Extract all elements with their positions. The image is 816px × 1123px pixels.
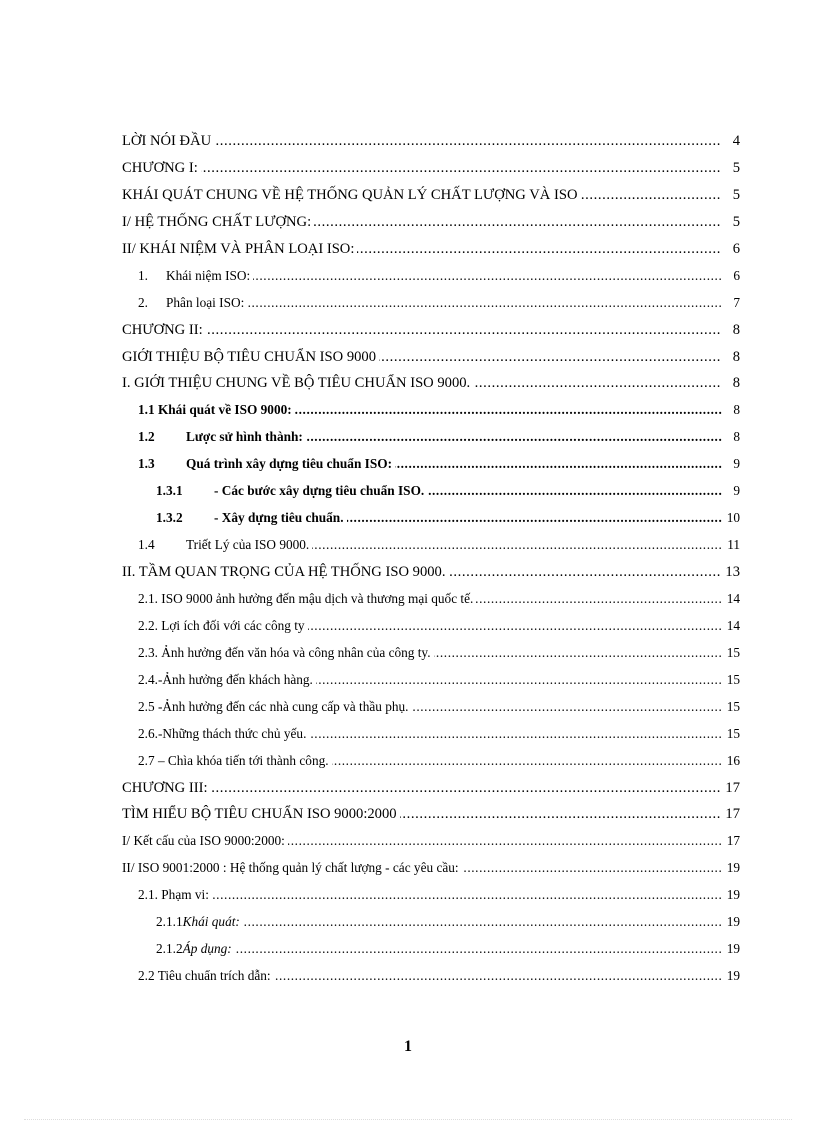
toc-entry[interactable] [122, 532, 740, 559]
toc-entry-label: Phân loại ISO: [166, 294, 245, 310]
toc-entry-page: 9 [731, 451, 740, 478]
toc-entry-page: 19 [725, 909, 740, 936]
toc-entry-label: 2.5 -Ảnh hưởng đến các nhà cung cấp và thầu phụ. [138, 698, 409, 714]
toc-entry-title [122, 214, 314, 230]
toc-entry[interactable] [122, 263, 740, 290]
toc-entry-label: Áp dụng: [182, 941, 232, 957]
toc-entry[interactable] [122, 963, 740, 990]
toc-entry-title [122, 322, 206, 338]
toc-entry-page: 5 [731, 209, 740, 236]
toc-entry-label: II/ KHÁI NIỆM VÀ PHÂN LOẠI ISO: [122, 240, 355, 257]
toc-entry-page: 6 [731, 236, 740, 263]
toc-entry-page: 6 [731, 263, 740, 290]
toc-entry[interactable] [122, 855, 740, 882]
toc-entry-label: Khái quát: [182, 914, 240, 930]
toc-entry-label: GIỚI THIỆU BỘ TIÊU CHUẨN ISO 9000 [122, 348, 377, 365]
toc-entry[interactable] [122, 182, 740, 209]
toc-entry-label: 2.1. Phạm vi: [138, 887, 209, 903]
toc-entry[interactable] [122, 478, 740, 505]
toc-entry-title [122, 591, 476, 606]
toc-entry-label: Quá trình xây dựng tiêu chuẩn ISO: [186, 456, 393, 472]
toc-entry-page: 9 [731, 478, 740, 505]
toc-entry-title [122, 456, 395, 471]
toc-entry-page: 8 [731, 397, 740, 424]
toc-entry[interactable] [122, 370, 740, 397]
toc-entry-title [122, 887, 212, 902]
toc-entry[interactable] [122, 424, 740, 451]
toc-entry-title [122, 645, 434, 660]
toc-entry-number: 1. [138, 267, 148, 283]
toc-entry-title [122, 375, 473, 391]
toc-entry[interactable] [122, 505, 740, 532]
toc-entry-number: 1.3.2 [156, 510, 183, 526]
toc-entry-page: 19 [725, 963, 740, 990]
toc-entry[interactable] [122, 559, 740, 586]
toc-entry-page: 19 [725, 936, 740, 963]
toc-entry-page: 8 [731, 344, 740, 371]
toc-entry[interactable] [122, 936, 740, 963]
toc-entry-title [122, 241, 357, 257]
toc-entry-label: KHÁI QUÁT CHUNG VỀ HỆ THỐNG QUẢN LÝ CHẤT LƯỢNG VÀ ISO [122, 186, 578, 203]
toc-entry-label: 2.4.-Ảnh hưởng đến khách hàng. [138, 671, 313, 687]
toc-entry-label: - Các bước xây dựng tiêu chuẩn ISO. [214, 483, 425, 499]
toc-entry-page: 16 [725, 748, 740, 775]
toc-entry[interactable] [122, 451, 740, 478]
toc-entry[interactable] [122, 128, 740, 155]
toc-entry-number: 1.2 [138, 429, 155, 445]
toc-entry-title [122, 402, 295, 417]
toc-entry[interactable] [122, 397, 740, 424]
toc-entry-page: 15 [725, 721, 740, 748]
toc-entry-title [122, 806, 400, 822]
toc-entry-page: 8 [731, 317, 740, 344]
toc-entry-page: 5 [731, 182, 740, 209]
toc-entry-title [122, 753, 332, 768]
toc-entry-page: 15 [725, 640, 740, 667]
toc-entry-label: CHƯƠNG III: [122, 779, 208, 796]
toc-entry-label: 2.7 – Chìa khóa tiến tới thành công. [138, 752, 329, 768]
toc-entry[interactable] [122, 775, 740, 802]
page-number: 1 [404, 1038, 412, 1055]
toc-entry-label: 2.3. Ảnh hưởng đến văn hóa và công nhân của công ty. [138, 644, 431, 660]
toc-entry[interactable] [122, 586, 740, 613]
toc-entry[interactable] [122, 317, 740, 344]
toc-entry-page: 5 [731, 155, 740, 182]
toc-entry-page: 15 [725, 694, 740, 721]
toc-entry-title [122, 968, 274, 983]
toc-entry-title [122, 537, 312, 552]
toc-entry[interactable] [122, 290, 740, 317]
toc-entry-page: 17 [723, 801, 740, 828]
toc-entry-title [122, 187, 580, 203]
toc-entry-page: 8 [731, 424, 740, 451]
toc-entry-title [122, 914, 243, 929]
toc-entry-label: 1.1 Khái quát về ISO 9000: [138, 402, 292, 418]
toc-entry-title [122, 295, 247, 310]
table-of-contents [122, 128, 740, 990]
toc-entry-label: 2.2 Tiêu chuẩn trích dẫn: [138, 968, 271, 984]
toc-entry-number: 1.3.1 [156, 483, 183, 499]
toc-entry-title [122, 672, 316, 687]
toc-entry-page: 11 [725, 532, 740, 559]
toc-entry-label: I. GIỚI THIỆU CHUNG VỀ BỘ TIÊU CHUẨN ISO 9000. [122, 375, 471, 392]
toc-entry-page: 15 [725, 667, 740, 694]
toc-entry-page: 4 [731, 128, 740, 155]
toc-entry-title [122, 133, 214, 149]
toc-entry-title [122, 483, 427, 498]
toc-entry-page: 17 [723, 775, 740, 802]
toc-entry-label: TÌM HIỂU BỘ TIÊU CHUẨN ISO 9000:2000 [122, 806, 397, 823]
page-bottom-edge [24, 1119, 792, 1120]
toc-entry-label: Triết Lý của ISO 9000. [186, 537, 310, 553]
toc-entry-number: 1.3 [138, 456, 155, 472]
toc-entry-label: LỜI NÓI ĐẦU [122, 133, 212, 149]
toc-entry[interactable] [122, 155, 740, 182]
toc-entry-label: CHƯƠNG I: [122, 159, 198, 176]
dot-leader [122, 882, 722, 909]
toc-entry-page: 14 [725, 586, 740, 613]
toc-entry[interactable] [122, 236, 740, 263]
toc-entry[interactable] [122, 801, 740, 828]
dot-leader [122, 317, 722, 344]
toc-entry-title [122, 860, 462, 875]
toc-entry-label: 2.1. ISO 9000 ảnh hưởng đến mậu dịch và thương mại quốc tế. [138, 590, 474, 606]
toc-entry-title [122, 833, 288, 848]
toc-entry-title [122, 160, 201, 176]
toc-entry[interactable] [122, 909, 740, 936]
toc-entry-page: 13 [723, 559, 740, 586]
toc-entry[interactable] [122, 721, 740, 748]
toc-entry-label: - Xây dựng tiêu chuẩn. [214, 510, 344, 526]
toc-entry-page: 7 [731, 290, 740, 317]
toc-entry-title [122, 349, 379, 365]
toc-entry-label: 2.2. Lợi ích đối với các công ty [138, 617, 305, 633]
toc-entry[interactable] [122, 209, 740, 236]
toc-entry-title [122, 618, 308, 633]
toc-entry[interactable] [122, 828, 740, 855]
toc-entry-number: 2. [138, 294, 148, 310]
toc-entry-label: Lược sử hình thành: [186, 429, 303, 445]
toc-entry-title [122, 780, 211, 796]
toc-entry-title [122, 726, 309, 741]
toc-entry[interactable] [122, 613, 740, 640]
toc-entry[interactable] [122, 667, 740, 694]
toc-entry-title [122, 429, 306, 444]
toc-entry-title [122, 699, 412, 714]
toc-entry-title [122, 510, 347, 525]
toc-entry-label: 2.6.-Những thách thức chủ yếu. [138, 725, 307, 741]
toc-entry-label: CHƯƠNG II: [122, 321, 203, 338]
toc-entry-title [122, 941, 235, 956]
toc-entry-page: 8 [731, 370, 740, 397]
toc-entry-number: 1.4 [138, 537, 155, 553]
toc-entry-label: II. TẦM QUAN TRỌNG CỦA HỆ THỐNG ISO 9000. [122, 564, 446, 580]
dot-leader [122, 775, 722, 802]
toc-entry-number: 2.1.1 [156, 914, 183, 930]
toc-entry-page: 19 [725, 882, 740, 909]
toc-entry-page: 19 [725, 855, 740, 882]
toc-entry-label: I/ Kết cấu của ISO 9000:2000: [122, 833, 285, 849]
toc-entry-page: 10 [725, 505, 740, 532]
toc-entry[interactable] [122, 640, 740, 667]
toc-entry[interactable] [122, 344, 740, 371]
toc-entry-label: II/ ISO 9001:2000 : Hệ thống quản lý chất lượng - các yêu cầu: [122, 860, 459, 876]
toc-entry-page: 17 [725, 828, 740, 855]
toc-entry-page: 14 [725, 613, 740, 640]
toc-entry-label: I/ HỆ THỐNG CHẤT LƯỢNG: [122, 213, 312, 230]
dot-leader [122, 155, 722, 182]
toc-entry-title [122, 564, 449, 580]
toc-entry-label: Khái niệm ISO: [166, 267, 251, 283]
toc-entry[interactable] [122, 694, 740, 721]
toc-entry-number: 2.1.2 [156, 941, 183, 957]
toc-entry[interactable] [122, 748, 740, 775]
toc-entry-title [122, 268, 253, 283]
toc-entry[interactable] [122, 882, 740, 909]
